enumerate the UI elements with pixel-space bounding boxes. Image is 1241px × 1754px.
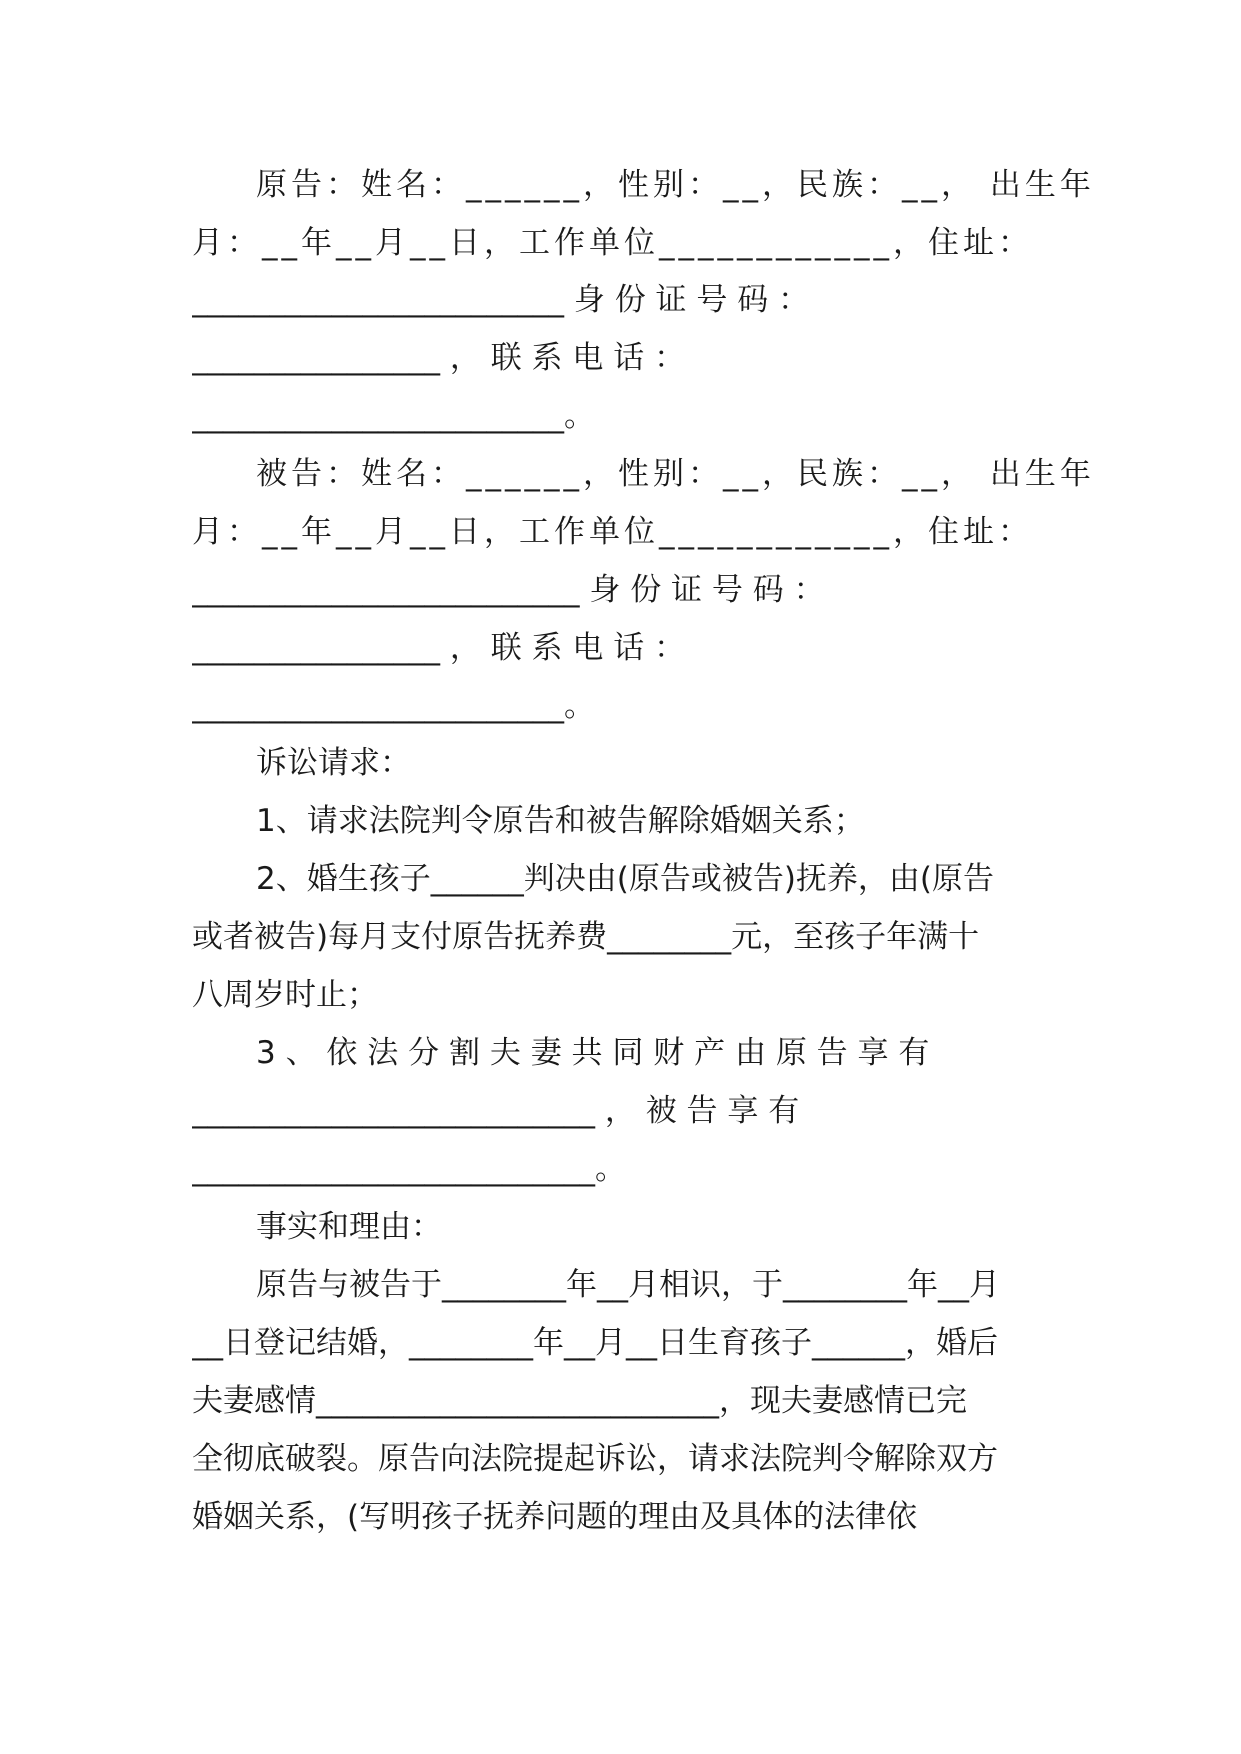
claim-item-2-line-2: 或者被告)每月支付原告抚养费________元，至孩子年满十 bbox=[192, 919, 980, 955]
defendant-line-4: ________________ ， 联 系 电 话 ： bbox=[192, 630, 686, 666]
claim-item-3-line-1: 3 、 依 法 分 割 夫 妻 共 同 财 产 由 原 告 享 有 bbox=[256, 1035, 930, 1071]
facts-line-1: 原告与被告于________年__月相识，于________年__月 bbox=[256, 1267, 1000, 1303]
facts-line-2: __日登记结婚，________年__月__日生育孩子______，婚后 bbox=[192, 1325, 998, 1361]
defendant-line-1: 被告：姓名：______，性别：__，民族：__， 出生年 bbox=[256, 456, 1095, 492]
plaintiff-line-3: ________________________ 身 份 证 号 码 ： bbox=[192, 282, 810, 318]
plaintiff-line-1: 原告：姓名：______，性别：__，民族：__， 出生年 bbox=[256, 167, 1095, 203]
plaintiff-line-5: ________________________。 bbox=[192, 398, 595, 434]
facts-line-5: 婚姻关系，(写明孩子抚养问题的理由及具体的法律依 bbox=[192, 1499, 918, 1535]
claim-item-3-line-2: __________________________ ， 被 告 享 有 bbox=[192, 1093, 800, 1129]
claim-item-2-line-1: 2、婚生孩子______判决由(原告或被告)抚养，由(原告 bbox=[256, 861, 995, 897]
defendant-line-3: _________________________ 身 份 证 号 码 ： bbox=[192, 572, 825, 608]
claim-item-2-line-3: 八周岁时止； bbox=[192, 977, 378, 1013]
facts-heading: 事实和理由： bbox=[256, 1209, 442, 1245]
plaintiff-line-4: ________________ ， 联 系 电 话 ： bbox=[192, 340, 686, 376]
defendant-line-2: 月：__年__月__日，工作单位____________，住址： bbox=[192, 514, 1033, 550]
claims-heading: 诉讼请求： bbox=[256, 745, 411, 781]
plaintiff-line-2: 月：__年__月__日，工作单位____________，住址： bbox=[192, 225, 1033, 261]
defendant-line-5: ________________________。 bbox=[192, 688, 595, 724]
facts-line-3: 夫妻感情__________________________，现夫妻感情已完 bbox=[192, 1383, 967, 1419]
claim-item-1: 1、请求法院判令原告和被告解除婚姻关系； bbox=[256, 803, 865, 839]
claim-item-3-line-3: __________________________。 bbox=[192, 1151, 626, 1187]
facts-line-4: 全彻底破裂。原告向法院提起诉讼，请求法院判令解除双方 bbox=[192, 1441, 998, 1477]
